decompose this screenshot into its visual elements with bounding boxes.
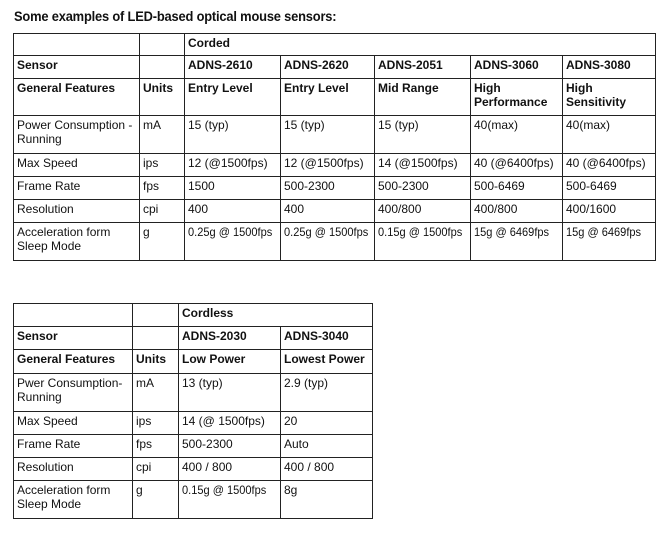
value-cell: 14 (@ 1500fps): [179, 412, 281, 435]
table-row: [14, 177, 656, 200]
value-cell: 40(max): [563, 116, 656, 154]
value-cell: [471, 223, 563, 261]
model-header: ADNS-3060: [471, 56, 563, 79]
empty-corner-cell: [14, 34, 140, 56]
value-cell: [375, 223, 471, 261]
unit-cell: fps: [133, 435, 179, 458]
empty-cell: [133, 327, 179, 350]
sensor-header: Sensor: [14, 56, 140, 79]
table-row: [14, 116, 656, 154]
unit-cell: g: [140, 223, 185, 261]
value-text: 0.25g @ 1500fps: [284, 225, 369, 239]
table-row: [14, 458, 373, 481]
cordless-sensor-table: [13, 303, 373, 519]
row-label: Frame Rate: [14, 177, 140, 200]
value-cell: 400/800: [471, 200, 563, 223]
feature-cell: High Sensitivity: [563, 79, 656, 116]
general-features-header: General Features: [14, 79, 140, 116]
unit-cell: mA: [133, 374, 179, 412]
feature-cell: Entry Level: [185, 79, 281, 116]
value-cell: 500-6469: [563, 177, 656, 200]
model-header: ADNS-2620: [281, 56, 375, 79]
value-cell: 13 (typ): [179, 374, 281, 412]
cordless-group-label: Cordless: [179, 304, 373, 327]
value-cell: 500-2300: [281, 177, 375, 200]
unit-cell: ips: [140, 154, 185, 177]
unit-cell: cpi: [133, 458, 179, 481]
table-row: [14, 412, 373, 435]
value-cell: 400/800: [375, 200, 471, 223]
general-features-header: General Features: [14, 350, 133, 374]
value-cell: 15 (typ): [185, 116, 281, 154]
value-cell: 500-2300: [179, 435, 281, 458]
value-text: 15g @ 6469fps: [474, 225, 550, 239]
table-row: [14, 374, 373, 412]
value-cell: [563, 223, 656, 261]
row-label: Acceleration form Sleep Mode: [14, 223, 140, 261]
empty-corner-cell: [140, 34, 185, 56]
document-heading: Some examples of LED-based optical mouse sensors:: [14, 8, 337, 24]
units-header: Units: [133, 350, 179, 374]
row-label: Resolution: [14, 458, 133, 481]
empty-cell: [140, 56, 185, 79]
value-cell: 500-6469: [471, 177, 563, 200]
row-label: Resolution: [14, 200, 140, 223]
value-cell: [185, 223, 281, 261]
model-header: ADNS-2030: [179, 327, 281, 350]
value-text: 15g @ 6469fps: [566, 225, 642, 239]
model-header: ADNS-3040: [281, 327, 373, 350]
table-row: [14, 154, 656, 177]
value-cell: 15 (typ): [281, 116, 375, 154]
unit-cell: mA: [140, 116, 185, 154]
value-cell: 12 (@1500fps): [281, 154, 375, 177]
value-text: 0.15g @ 1500fps: [378, 225, 463, 239]
value-text: 0.15g @ 1500fps: [182, 483, 267, 497]
empty-corner-cell: [14, 304, 133, 327]
value-cell: [281, 223, 375, 261]
value-cell: 500-2300: [375, 177, 471, 200]
value-cell: 40 (@6400fps): [563, 154, 656, 177]
feature-cell: Entry Level: [281, 79, 375, 116]
value-cell: 400 / 800: [179, 458, 281, 481]
value-cell: 20: [281, 412, 373, 435]
feature-cell: Low Power: [179, 350, 281, 374]
table-row: [14, 435, 373, 458]
sensor-header: Sensor: [14, 327, 133, 350]
corded-group-label: Corded: [185, 34, 656, 56]
row-label: Max Speed: [14, 154, 140, 177]
table-row: [14, 481, 373, 519]
model-header: ADNS-2610: [185, 56, 281, 79]
empty-corner-cell: [133, 304, 179, 327]
row-label: Pwer Consumption- Running: [14, 374, 133, 412]
row-label: Power Consumption - Running: [14, 116, 140, 154]
unit-cell: ips: [133, 412, 179, 435]
value-cell: 40 (@6400fps): [471, 154, 563, 177]
value-text: 0.25g @ 1500fps: [188, 225, 273, 239]
model-header: ADNS-3080: [563, 56, 656, 79]
unit-cell: g: [133, 481, 179, 519]
value-cell: 400/1600: [563, 200, 656, 223]
table-row: [14, 223, 656, 261]
feature-cell: High Performance: [471, 79, 563, 116]
row-label: Frame Rate: [14, 435, 133, 458]
value-cell: 400: [281, 200, 375, 223]
table-row: [14, 200, 656, 223]
value-cell: 1500: [185, 177, 281, 200]
unit-cell: cpi: [140, 200, 185, 223]
units-header: Units: [140, 79, 185, 116]
feature-cell: Lowest Power: [281, 350, 373, 374]
feature-cell: Mid Range: [375, 79, 471, 116]
row-label: Max Speed: [14, 412, 133, 435]
value-cell: 400: [185, 200, 281, 223]
value-cell: 15 (typ): [375, 116, 471, 154]
unit-cell: fps: [140, 177, 185, 200]
value-cell: 2.9 (typ): [281, 374, 373, 412]
value-cell: 400 / 800: [281, 458, 373, 481]
value-cell: 8g: [281, 481, 373, 519]
value-cell: 14 (@1500fps): [375, 154, 471, 177]
value-cell: [179, 481, 281, 519]
value-cell: Auto: [281, 435, 373, 458]
model-header: ADNS-2051: [375, 56, 471, 79]
value-cell: 40(max): [471, 116, 563, 154]
corded-sensor-table: [13, 33, 656, 261]
row-label: Acceleration form Sleep Mode: [14, 481, 133, 519]
value-cell: 12 (@1500fps): [185, 154, 281, 177]
